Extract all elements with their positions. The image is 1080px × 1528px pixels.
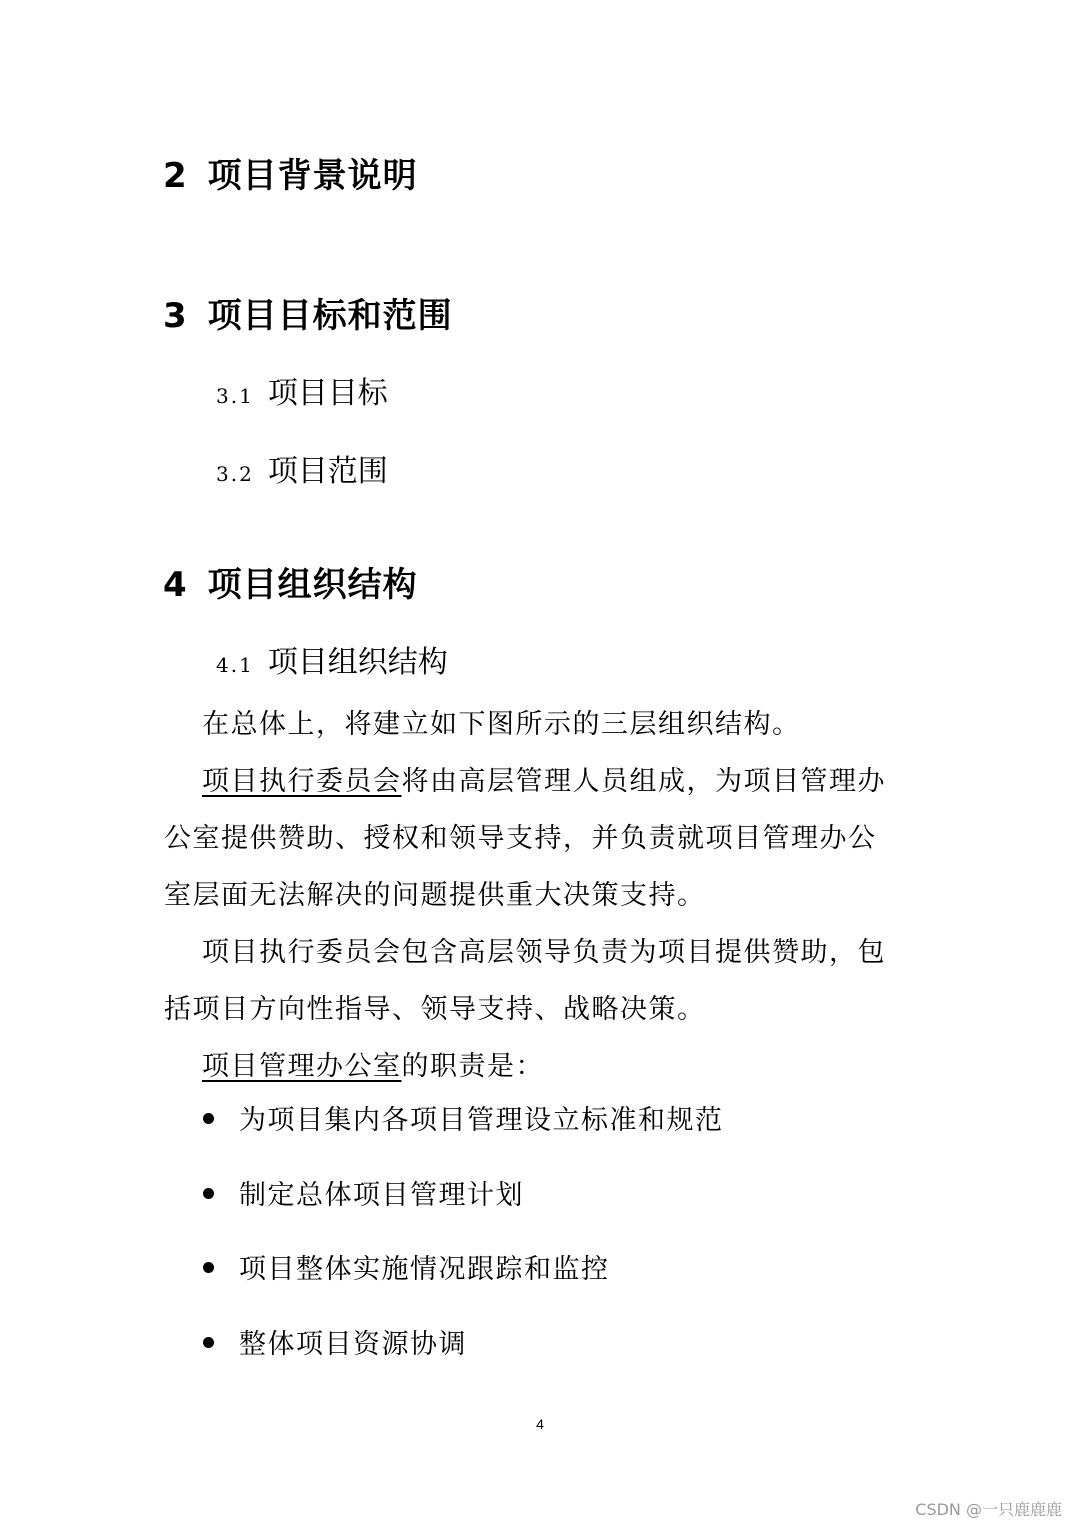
paragraph-text: 将由高层管理人员组成，为项目管理办公室提供赞助、授权和领导支持，并负责就项目管理办公室层面无法解决的问题提供重大决策支持。: [164, 766, 886, 911]
bullet-icon: [203, 1188, 214, 1199]
heading-3-2: [216, 454, 388, 492]
paragraph-executive-committee: [164, 753, 904, 924]
heading-title: 项目背景说明: [207, 156, 418, 196]
subheading-number: 3.2: [216, 462, 254, 486]
list-item-text: 项目整体实施情况跟踪和监控: [239, 1254, 610, 1285]
watermark: CSDN @一只鹿鹿鹿: [915, 1500, 1062, 1519]
paragraph-text: 在总体上，将建立如下图所示的三层组织结构。: [202, 709, 801, 740]
term-pmo: 项目管理办公室: [202, 1051, 402, 1082]
list-item: [203, 1327, 467, 1363]
heading-3: [163, 296, 453, 336]
subheading-title: 项目范围: [267, 454, 388, 489]
heading-number: 4: [163, 565, 188, 605]
list-item-text: 为项目集内各项目管理设立标准和规范: [239, 1105, 724, 1136]
subheading-title: 项目组织结构: [267, 645, 448, 680]
subheading-number: 3.1: [216, 384, 254, 408]
paragraph-pmo: [164, 1038, 904, 1095]
heading-3-1: [216, 376, 388, 414]
heading-number: 3: [163, 296, 188, 336]
bullet-icon: [203, 1262, 214, 1273]
list-item: [203, 1103, 724, 1139]
subheading-title: 项目目标: [267, 376, 388, 411]
heading-4: [163, 565, 418, 605]
heading-2: [163, 156, 418, 196]
heading-title: 项目目标和范围: [207, 296, 453, 336]
heading-4-1: [216, 645, 448, 683]
subheading-number: 4.1: [216, 653, 254, 677]
term-executive-committee: 项目执行委员会: [202, 766, 402, 797]
paragraph-committee-role: [164, 924, 904, 1038]
heading-title: 项目组织结构: [207, 565, 418, 605]
paragraph-text: 的职责是：: [401, 1051, 544, 1082]
bullet-icon: [203, 1113, 214, 1124]
list-item: [203, 1252, 610, 1288]
list-item: [203, 1178, 524, 1214]
paragraph-text: 项目执行委员会包含高层领导负责为项目提供赞助，包括项目方向性指导、领导支持、战略决策。: [164, 937, 886, 1025]
page-number: 4: [536, 1416, 544, 1432]
heading-number: 2: [163, 156, 188, 196]
bullet-icon: [203, 1337, 214, 1348]
paragraph-intro: [164, 696, 904, 753]
list-item-text: 整体项目资源协调: [239, 1329, 467, 1360]
list-item-text: 制定总体项目管理计划: [239, 1180, 524, 1211]
